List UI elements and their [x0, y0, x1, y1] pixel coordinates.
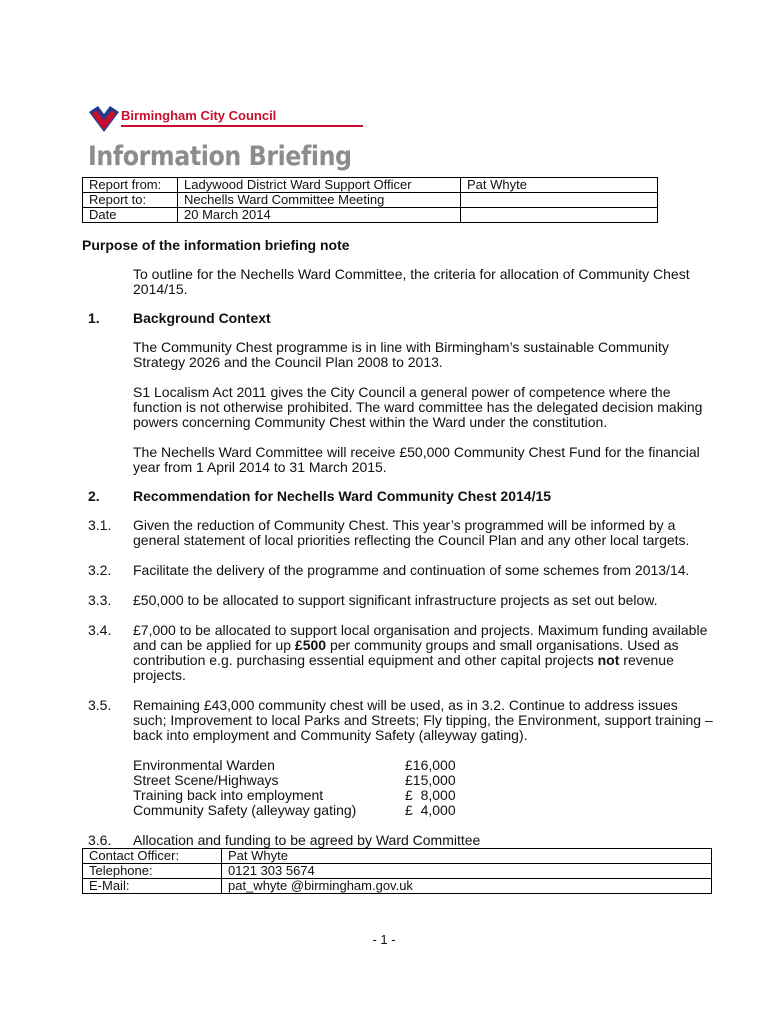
allocation-amount: £ 8,000: [405, 787, 456, 803]
table-row: [83, 193, 658, 208]
table-row: [83, 864, 712, 879]
allocation-label: Training back into employment: [133, 787, 324, 803]
purpose-text: To outline for the Nechells Ward Committee, the criteria for allocation of Community Chest 2014/15.: [133, 266, 690, 297]
table-row: [83, 879, 712, 894]
item-text-part: revenue projects.: [133, 652, 674, 683]
item-text-emphasis: not: [597, 652, 620, 668]
table-cell-value: Nechells Ward Committee Meeting: [178, 193, 461, 208]
table-row: [83, 208, 658, 223]
item-text: Remaining £43,000 community chest will be used, as in 3.2. Continue to address issues such; Improvement to local Parks and Streets; Fly tipping, the Environment, support training – back into employment and Community Safety (alleyway gating).: [133, 697, 713, 743]
report-info-table: [82, 177, 658, 223]
allocation-label: Environmental Warden: [133, 757, 275, 773]
section-2-heading: Recommendation for Nechells Ward Community Chest 2014/15: [133, 488, 552, 504]
table-cell-label: Telephone:: [83, 864, 222, 879]
item-text-part: £7,000 to be allocated to support local organisation and projects. Maximum funding available and can be applied for up: [133, 622, 708, 653]
email-link[interactable]: pat_whyte @birmingham.gov.uk: [222, 879, 712, 894]
council-logo-text: Birmingham City Council: [121, 108, 277, 123]
table-cell-label: Report to:: [83, 193, 178, 208]
contact-table: [82, 848, 712, 894]
item-text: Allocation and funding to be agreed by Ward Committee: [133, 832, 481, 848]
item-number: 3.3.: [88, 592, 112, 608]
section-1-paragraph-2: S1 Localism Act 2011 gives the City Council a general power of competence where the function is not otherwise prohibited. The ward committee has the delegated decision making powers concerning Community Chest within the Ward under the constitution.: [133, 384, 703, 430]
allocation-label: Community Safety (alleyway gating): [133, 802, 357, 818]
table-row: [83, 849, 712, 864]
document-title: Information Briefing: [88, 141, 352, 172]
purpose-heading: Purpose of the information briefing note: [82, 237, 350, 253]
table-cell-extra: Pat Whyte: [461, 178, 658, 193]
section-1-number: 1.: [88, 310, 100, 326]
section-1-paragraph-1: The Community Chest programme is in line with Birmingham’s sustainable Community Strategy 2026 and the Council Plan 2008 to 2013.: [133, 339, 669, 370]
table-cell-value: Ladywood District Ward Support Officer: [178, 178, 461, 193]
allocation-amount: £15,000: [405, 772, 456, 788]
section-1-paragraph-3: The Nechells Ward Committee will receive £50,000 Community Chest Fund for the financial year from 1 April 2014 to 31 March 2015.: [133, 444, 700, 475]
item-text: £50,000 to be allocated to support significant infrastructure projects as set out below.: [133, 592, 658, 608]
table-cell-label: E-Mail:: [83, 879, 222, 894]
item-number: 3.2.: [88, 562, 112, 578]
table-cell-label: Contact Officer:: [83, 849, 222, 864]
allocation-amount: £16,000: [405, 757, 456, 773]
item-text: [133, 623, 713, 683]
item-number: 3.5.: [88, 697, 112, 713]
table-cell-extra: [461, 193, 658, 208]
logo-underline: [121, 125, 363, 127]
page-number: - 1 -: [372, 932, 396, 947]
item-text-part: per community groups and small organisations. Used as contribution e.g. purchasing essential equipment and other capital projects: [133, 637, 679, 668]
item-number: 3.1.: [88, 517, 112, 533]
item-text: Given the reduction of Community Chest. This year’s programmed will be informed by a general statement of local priorities reflecting the Council Plan and any other local targets.: [133, 517, 690, 548]
section-2-number: 2.: [88, 488, 100, 504]
item-number: 3.4.: [88, 622, 112, 638]
item-number: 3.6.: [88, 832, 112, 848]
table-cell-value: 0121 303 5674: [222, 864, 712, 879]
item-text-emphasis: £500: [294, 637, 327, 653]
allocation-label: Street Scene/Highways: [133, 772, 279, 788]
table-cell-value: 20 March 2014: [178, 208, 461, 223]
council-logo-mark-icon: [88, 104, 120, 138]
table-cell-label: Date: [83, 208, 178, 223]
table-cell-value: Pat Whyte: [222, 849, 712, 864]
item-text: Facilitate the delivery of the programme and continuation of some schemes from 2013/14.: [133, 562, 690, 578]
table-row: [83, 178, 658, 193]
section-1-heading: Background Context: [133, 310, 271, 326]
table-cell-extra: [461, 208, 658, 223]
allocation-amount: £ 4,000: [405, 802, 456, 818]
table-cell-label: Report from:: [83, 178, 178, 193]
